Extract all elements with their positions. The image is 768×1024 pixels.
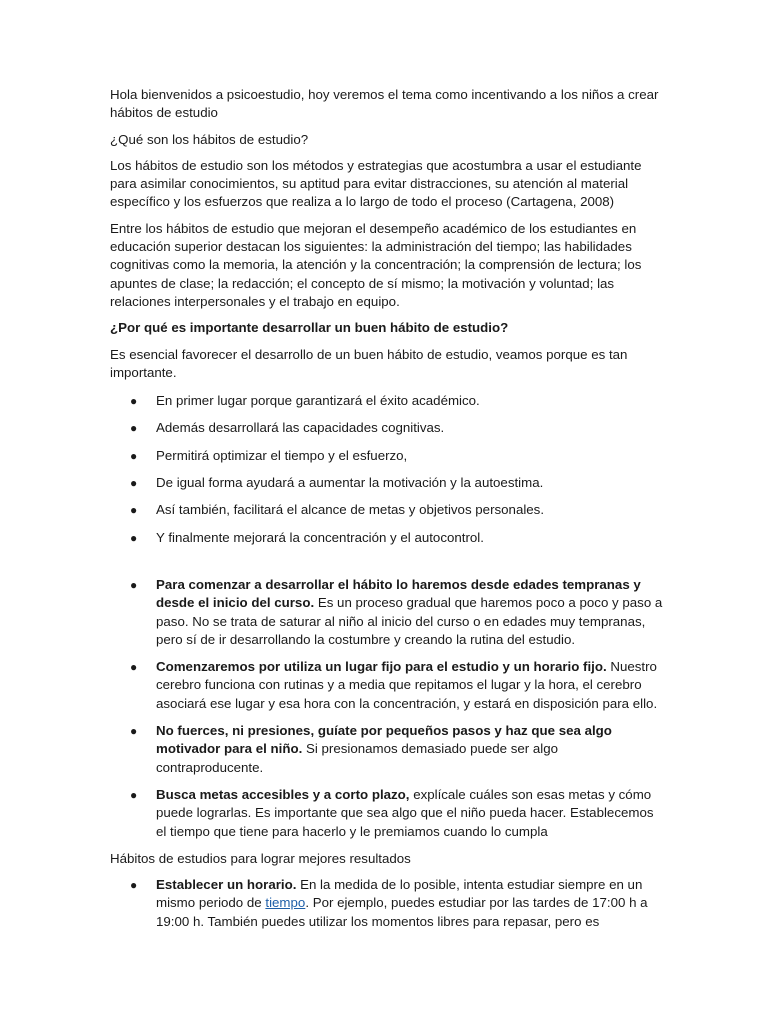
benefits-list — [110, 392, 665, 547]
spacer — [110, 556, 665, 576]
list-item — [110, 392, 665, 410]
tip-text: En la medida de lo posible, intenta estudiar siempre en un mismo periodo de — [156, 877, 643, 911]
list-item-text: Así también, facilitará el alcance de metas y objetivos personales. — [156, 502, 545, 518]
results-list — [110, 876, 665, 931]
results-heading: Hábitos de estudios para lograr mejores resultados — [110, 850, 411, 866]
bullet-icon: ● — [130, 530, 138, 545]
tip-lead: No fuerces, ni presiones, guíate por pequeños pasos y haz que sea algo motivador para el niño. — [156, 723, 612, 757]
bullet-icon: ● — [130, 394, 138, 409]
list-item — [110, 501, 665, 519]
bullet-icon: ● — [130, 878, 138, 893]
list-item — [110, 722, 665, 777]
bullet-icon: ● — [130, 660, 138, 675]
tip-text: . Por ejemplo, puedes estudiar por las tardes de 17:00 h a 19:00 h. También puedes utilizar los momentos libres para repasar, pero es — [156, 895, 648, 929]
list-item-text: Y finalmente mejorará la concentración y el autocontrol. — [156, 529, 484, 545]
bullet-icon: ● — [130, 577, 138, 592]
list-item-text: Permitirá optimizar el tiempo y el esfuerzo, — [156, 447, 408, 463]
habits-paragraph: Entre los hábitos de estudio que mejoran el desempeño académico de los estudiantes en educación superior destacan los siguientes: la administración del tiempo; las habilidades cognitivas como la memoria, la atención y la concentración; la comprensión de lectura; los apuntes de clase; la redacción; el concepto de sí mismo; la motivación y voluntad; las relaciones interpersonales y el trabajo en equipo. — [110, 220, 642, 309]
intro-paragraph: Hola bienvenidos a psicoestudio, hoy veremos el tema como incentivando a los niños a crear hábitos de estudio — [110, 87, 659, 121]
list-item-text: De igual forma ayudará a aumentar la motivación y la autoestima. — [156, 475, 544, 491]
list-item — [110, 576, 665, 649]
tips-list — [110, 576, 665, 841]
tip-text: Nuestro cerebro funciona con rutinas y a media que repitamos el lugar y la hora, el cerebro asociará ese lugar y esa hora con la concentración, y estará en disposición para ello. — [156, 659, 658, 711]
tip-text: explícale cuáles son esas metas y cómo puede lograrlas. Es importante que sea algo que el niño pueda hacer. Establecemos el tiempo que tiene para hacerlo y le premiamos cuando lo cumpla — [156, 786, 654, 839]
list-item-text: Además desarrollará las capacidades cognitivas. — [156, 420, 445, 436]
list-item — [110, 876, 665, 931]
list-item — [110, 447, 665, 465]
list-item — [110, 658, 665, 713]
bullet-icon: ● — [130, 787, 138, 802]
tip-text: Si presionamos demasiado puede ser algo contraproducente. — [156, 741, 559, 775]
tip-text: Es un proceso gradual que haremos poco a poco y paso a paso. No se trata de saturar al niño al inicio del curso o en edades muy tempranas, pero sí de ir desarrollando la costumbre y creando la rutina del estudio. — [156, 595, 663, 647]
list-item — [110, 529, 665, 547]
tip-lead: Establecer un horario. — [156, 877, 297, 893]
list-item — [110, 419, 665, 437]
tip-lead: Para comenzar a desarrollar el hábito lo haremos desde edades tempranas y desde el inicio del curso. — [156, 576, 641, 611]
definition-paragraph: Los hábitos de estudio son los métodos y estrategias que acostumbra a usar el estudiante para asimilar conocimientos, su aptitud para evitar distracciones, su atención al material específico y los esfuerzos que realiza a lo largo de todo el proceso (Cartagena, 2008) — [110, 157, 642, 210]
document-body — [110, 86, 665, 940]
tiempo-link[interactable]: tiempo — [265, 895, 306, 911]
tip-lead: Busca metas accesibles y a corto plazo, — [156, 786, 410, 802]
importance-heading: ¿Por qué es importante desarrollar un buen hábito de estudio? — [110, 320, 509, 336]
bullet-icon: ● — [130, 421, 138, 436]
importance-paragraph: Es esencial favorecer el desarrollo de un buen hábito de estudio, veamos porque es tan importante. — [110, 346, 628, 380]
bullet-icon: ● — [130, 724, 138, 739]
list-item — [110, 786, 665, 841]
list-item-text: En primer lugar porque garantizará el éxito académico. — [156, 393, 480, 409]
bullet-icon: ● — [130, 448, 138, 463]
bullet-icon: ● — [130, 476, 138, 491]
tip-lead: Comenzaremos por utiliza un lugar fijo para el estudio y un horario fijo. — [156, 659, 607, 675]
bullet-icon: ● — [130, 503, 138, 518]
list-item — [110, 474, 665, 492]
question-heading: ¿Qué son los hábitos de estudio? — [110, 131, 309, 147]
